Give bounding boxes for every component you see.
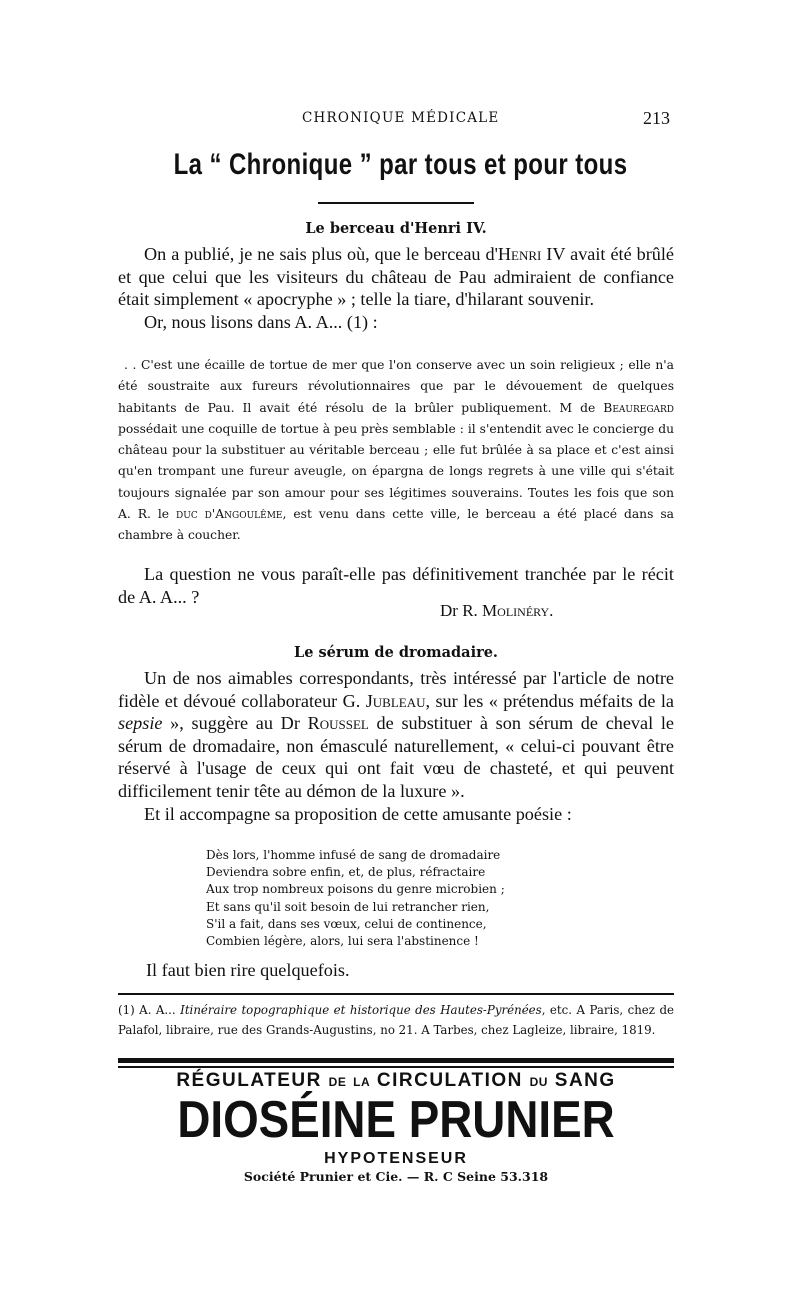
section-berceau-body [118, 243, 674, 333]
text-run: , etc. A Paris, chez de Palafol, libraire, rue des Grands-Augustins, no 21. A Tarbes, chez Lagleize, libraire, 1819. [118, 1003, 674, 1037]
section-berceau-conclusion [118, 563, 674, 608]
text-run: LA [353, 1075, 371, 1089]
text-run: RÉGULATEUR [176, 1070, 322, 1091]
closing-line: Il faut bien rire quelquefois. [146, 960, 350, 980]
poem [206, 847, 505, 950]
poem-line: Deviendra sobre enfin, et, de plus, réfractaire [206, 865, 486, 880]
poem-line: Dès lors, l'homme infusé de sang de dromadaire [206, 848, 501, 862]
poem-line: S'il a fait, dans ses vœux, celui de continence, [206, 916, 487, 931]
footnote-rule [118, 993, 674, 995]
advert-company: Société Prunier et Cie. — R. C Seine 53.318 [243, 1169, 549, 1184]
text-run: », suggère au Dr [162, 713, 308, 734]
paragraph [118, 667, 674, 803]
text-run: (1) A. A... [118, 1003, 181, 1017]
text-run: , sur les « prétendus méfaits de la [425, 690, 674, 711]
name-jubleau: Jubleau [365, 690, 426, 711]
page-title: La “ Chronique ” par tous et pour tous [173, 148, 628, 181]
text-run: DE [328, 1075, 347, 1089]
text-run: SANG [554, 1070, 616, 1091]
name-roussel: Roussel [307, 713, 369, 734]
paragraph: Or, nous lisons dans A. A... (1) : [144, 311, 378, 332]
signature [440, 601, 553, 621]
advert-tagline [118, 1070, 674, 1092]
word-sepsie: sepsie [118, 713, 163, 734]
paragraph [118, 243, 674, 311]
poem-line: Et sans qu'il soit besoin de lui retrancher rien, [206, 899, 490, 914]
signature-title: Dr [440, 601, 458, 620]
text-run: CIRCULATION [376, 1070, 523, 1091]
text-run: DU [529, 1075, 548, 1089]
paragraph: La question ne vous paraît-elle pas définitivement tranchée par le récit de A. A... ? [118, 564, 674, 607]
name-angouleme: duc d'Angoulême [176, 507, 283, 522]
text-run: , est venu dans cette ville, le berceau a été placé dans sa chambre à coucher. [118, 507, 674, 543]
text-run: On a publié, je ne sais plus où, que le berceau d' [144, 244, 498, 264]
poem-line: Aux trop nombreux poisons du genre microbien ; [206, 882, 505, 897]
text-run: Un de nos aimables correspondants, très intéressé par l'article de notre fidèle et dévoué collaborateur G. [118, 668, 674, 711]
page-number: 213 [643, 108, 670, 128]
section-heading-berceau: Le berceau d'Henri IV. [305, 220, 487, 237]
name-beauregard: Beauregard [603, 400, 674, 415]
running-title: CHRONIQUE MÉDICALE [302, 110, 500, 126]
quotation [118, 355, 674, 547]
section-heading-serum: Le sérum de dromadaire. [294, 644, 498, 661]
advert-subtitle: HYPOTENSEUR [324, 1150, 468, 1167]
text-run: possédait une coquille de tortue à peu près semblable : il s'entendit avec le concierge du château pour la substituer au véritable berceau ; elle fut brûlée à sa place et c'est ainsi qu'en trompant une fureur aveugle, on épargna de longs regrets à une ville qui s'était toujours signalée par son amour pour ses légitimes souverains. Toutes les fois que son A. R. le [118, 421, 674, 522]
text-run: de substituer à son sérum de cheval le sérum de dromadaire, non émasculé naturellement, « celui-ci pouvant être réservé à l'usage de ceux qui ont fait vœu de chasteté, et qui peuvent difficilement tenir tête au démon de la luxure ». [118, 713, 674, 801]
section-serum-body [118, 667, 674, 825]
advert-brand: DIOSÉINE PRUNIER [177, 1091, 615, 1149]
poem-line: Combien légère, alors, lui sera l'abstinence ! [206, 934, 479, 949]
footnote-book-title: Itinéraire topographique et historique des Hautes-Pyrénées [180, 1003, 542, 1017]
title-rule [318, 202, 474, 204]
name-henri: Henri [497, 244, 542, 264]
running-head [120, 108, 670, 132]
quote-paragraph [118, 355, 674, 547]
advert-rule-thick [118, 1058, 674, 1063]
text-run: . . C'est une écaille de tortue de mer que l'on conserve avec un soin religieux ; elle n'a été soustraite aux fureurs révolutionnaires que par le dévouement de quelques habitants de Pau. Il avait été résolu de la brûler publiquement. M de [118, 358, 674, 415]
footnote [118, 1000, 674, 1040]
text-run: IV avait été brûlé et que celui que les visiteurs du château de Pau admiraient de confiance était simplement « apocryphe » ; telle la tiare, d'hilarant souvenir. [118, 244, 674, 310]
paragraph: Et il accompagne sa proposition de cette amusante poésie : [144, 803, 572, 824]
advert-rule-thin [118, 1066, 674, 1068]
signature-name: R. Molinéry. [462, 601, 554, 620]
